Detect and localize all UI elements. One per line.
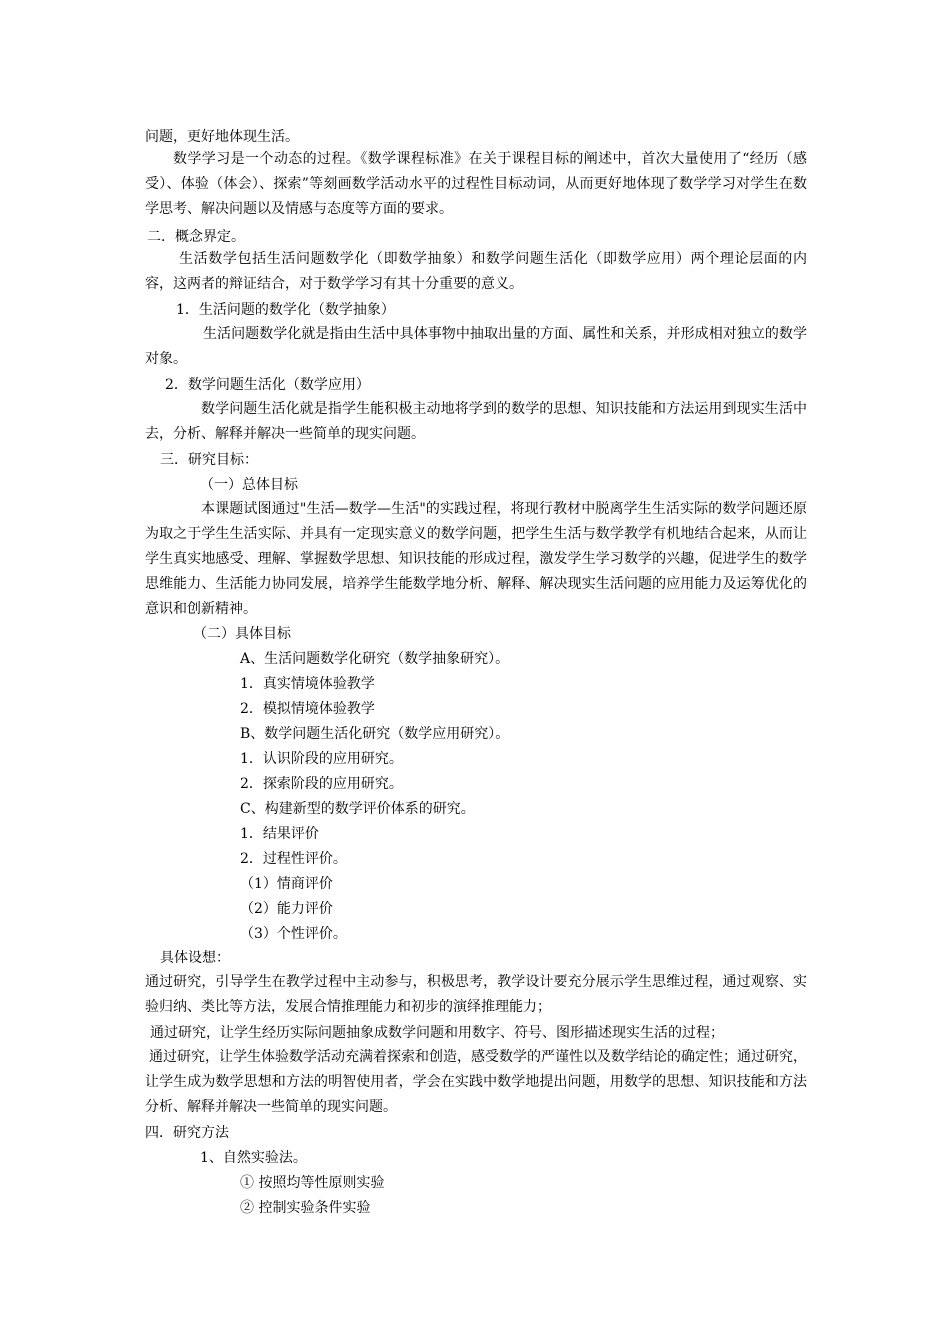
paragraph: 通过研究，让学生经历实际问题抽象成数学问题和用数字、符号、图形描述现实生活的过程；	[150, 1025, 724, 1041]
subheading: 具体设想：	[160, 950, 230, 966]
section-heading: 三．研究目标：	[160, 452, 258, 468]
list-item: ① 按照均等性原则实验	[240, 1175, 385, 1191]
list-item: （3）个性评价。	[240, 926, 347, 942]
subheading: （一）总体目标	[200, 477, 298, 493]
text-line: 问题，更好地体现生活。	[145, 129, 299, 145]
paragraph: 通过研究，让学生体验数学活动充满着探索和创造，感受数学的严谨性以及数学结论的确定性；通过研究，让学生成为数学思想和方法的明智使用者，学会在实践中数学地提出问题，用数学的思想、知识技能和方法分析、解释并解决一些简单的现实问题。	[145, 1049, 807, 1115]
paragraph: 通过研究，引导学生在教学过程中主动参与，积极思考，教学设计要充分展示学生思维过程，通过观察、实验归纳、类比等方法，发展合情推理能力和初步的演绎推理能力；	[145, 974, 807, 1015]
section-heading: 四．研究方法	[145, 1125, 229, 1141]
list-item: （2）能力评价	[240, 901, 333, 917]
list-item: A、生活问题数学化研究（数学抽象研究）。	[240, 651, 510, 667]
paragraph: 生活数学包括生活问题数学化（即数学抽象）和数学问题生活化（即数学应用）两个理论层面的内容，这两者的辩证结合，对于数学学习有其十分重要的意义。	[145, 251, 807, 292]
list-item: C、构建新型的数学评价体系的研究。	[240, 801, 475, 817]
paragraph: 数学学习是一个动态的过程。《数学课程标准》在关于课程目标的阐述中，首次大量使用了“经历（感受）、体验（体会）、探索”等刻画数学活动水平的过程性目标动词，从而更好地体现了数学学习对学生在数学思考、解决问题以及情感与态度等方面的要求。	[145, 151, 807, 217]
list-item: 1．真实情境体验教学	[240, 676, 375, 692]
list-item: 2．过程性评价。	[240, 851, 347, 867]
list-item: （1）情商评价	[240, 876, 333, 892]
subheading: 1．生活问题的数学化（数学抽象）	[176, 302, 395, 318]
paragraph: 生活问题数学化就是指由生活中具体事物中抽取出量的方面、属性和关系，并形成相对独立的数学对象。	[145, 326, 807, 367]
paragraph: 本课题试图通过"生活—数学—生活"的实践过程，将现行教材中脱离学生生活实际的数学问题还原为取之于学生生活实际、并具有一定现实意义的数学问题，把学生生活与数学教学有机地结合起来，从而让学生真实地感受、理解、掌握数学思想、知识技能的形成过程，激发学生学习数学的兴趣，促进学生的数学思维能力、生活能力协同发展，培养学生能数学地分析、解释、解决现实生活问题的应用能力及运筹优化的意识和创新精神。	[145, 501, 807, 617]
paragraph: 数学问题生活化就是指学生能积极主动地将学到的数学的思想、知识技能和方法运用到现实生活中去，分析、解释并解决一些简单的现实问题。	[145, 401, 807, 442]
list-item: B、数学问题生活化研究（数学应用研究）。	[240, 726, 510, 742]
section-heading: 二．概念界定。	[147, 229, 245, 245]
list-item: ② 控制实验条件实验	[240, 1200, 371, 1216]
list-item: 2．模拟情境体验教学	[240, 701, 375, 717]
list-item: 2．探索阶段的应用研究。	[240, 776, 403, 792]
list-item: 1、自然实验法。	[200, 1150, 307, 1166]
subheading: 2．数学问题生活化（数学应用）	[165, 377, 370, 393]
list-item: 1．认识阶段的应用研究。	[240, 751, 403, 767]
subheading: （二）具体目标	[193, 626, 291, 642]
list-item: 1．结果评价	[240, 826, 319, 842]
